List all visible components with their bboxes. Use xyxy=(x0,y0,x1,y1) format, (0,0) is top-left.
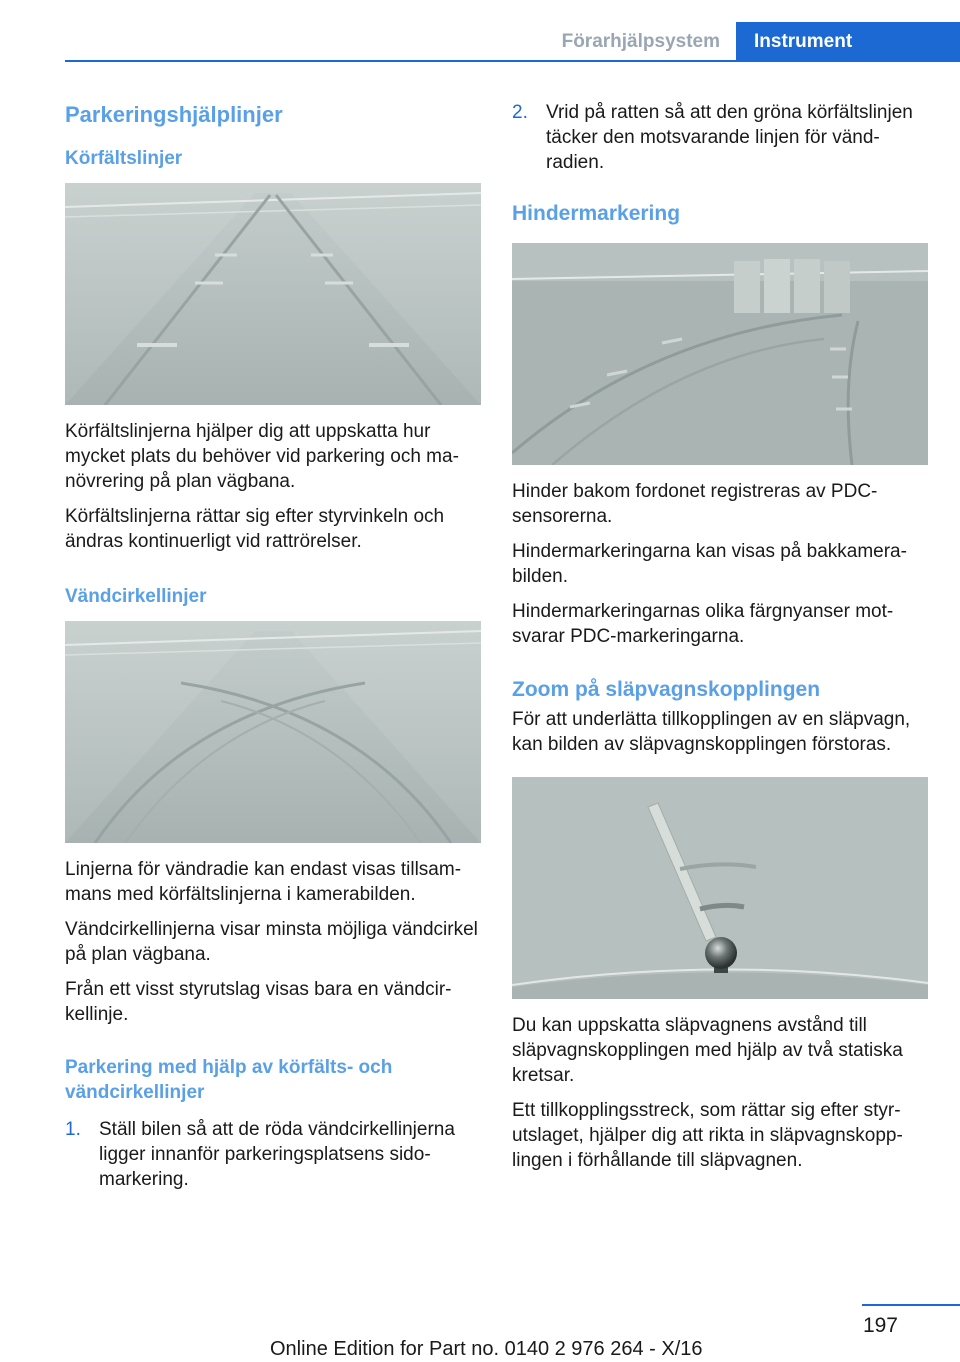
subheading-lane-lines: Körfältslinjer xyxy=(65,148,183,169)
paragraph-coupling-line: Ett tillkopplingsstreck, som rättar sig efter styrutslaget, hjälper dig att rikta in släpvagnskopplingen i förhållande till släpvagnen. xyxy=(512,1100,903,1171)
turning-circle-illustration xyxy=(65,621,481,843)
paragraph-single-turning-line: Från ett visst styrutslag visas bara en vändcirkellinje. xyxy=(65,979,452,1025)
figure-obstacle-marking xyxy=(512,243,928,465)
left-column xyxy=(65,100,481,1202)
parking-steps-list-continued xyxy=(512,100,928,175)
step-number: 2. xyxy=(512,102,528,123)
subheading-obstacle-marking: Hindermarkering xyxy=(512,202,681,225)
header-rule xyxy=(65,60,960,62)
step-number: 1. xyxy=(65,1119,81,1140)
obstacle-marking-illustration xyxy=(512,243,928,465)
list-item xyxy=(65,1117,481,1192)
section-title-parking-lines: Parkeringshjälplinjer xyxy=(65,102,283,127)
subheading-turning-circle-lines: Vändcirkellinjer xyxy=(65,586,207,607)
step-text: Vrid på ratten så att den gröna körfältslinjen täcker den motsvarande linjen för vändradien. xyxy=(546,102,913,173)
paragraph-obstacles-detected: Hinder bakom fordonet registreras av PDC-sensorerna. xyxy=(512,481,878,527)
right-column xyxy=(512,100,928,1183)
trailer-hitch-illustration xyxy=(512,777,928,999)
figure-trailer-hitch-zoom xyxy=(512,777,928,999)
figure-lane-lines xyxy=(65,183,481,405)
paragraph-turning-circle-minimum: Vändcirkellinjerna visar minsta möjliga vändcirkel på plan vägbana. xyxy=(65,919,478,965)
footer-rule xyxy=(862,1304,960,1306)
paragraph-lane-lines-steering: Körfältslinjerna rättar sig efter styrvinkeln och ändras kontinuerligt vid rattrörelser. xyxy=(65,506,445,552)
page-number: 197 xyxy=(862,1314,898,1337)
subheading-parking-with-lines: Parkering med hjälp av körfälts- och vändcirkellinjer xyxy=(65,1057,393,1103)
header-chapter: Instrument xyxy=(736,22,960,62)
section-title-trailer-hitch-zoom: Zoom på släpvagnskopplingen xyxy=(512,678,821,701)
lane-lines-illustration xyxy=(65,183,481,405)
list-item xyxy=(512,100,928,175)
parking-steps-list xyxy=(65,1117,481,1192)
paragraph-obstacle-markers-camera: Hindermarkeringarna kan visas på bakkamerabilden. xyxy=(512,541,907,587)
header-section: Förarhjälpsystem xyxy=(561,31,720,52)
step-text: Ställ bilen så att de röda vändcirkellinjerna ligger innanför parkeringsplatsens sidomarkering. xyxy=(99,1119,455,1190)
paragraph-obstacle-marker-colors: Hindermarkeringarnas olika färgnyanser motsvarar PDC-markeringarna. xyxy=(512,601,894,647)
page-header xyxy=(65,22,960,62)
paragraph-trailer-distance: Du kan uppskatta släpvagnens avstånd till släpvagnskopplingen med hjälp av två statiska kretsar. xyxy=(512,1015,903,1086)
paragraph-trailer-hitch-zoom-purpose: För att underlätta tillkopplingen av en släpvagn, kan bilden av släpvagnskopplingen förstoras. xyxy=(512,709,911,755)
paragraph-turning-radius-visibility: Linjerna för vändradie kan endast visas tillsammans med körfältslinjerna i kamerabilden. xyxy=(65,859,462,905)
figure-turning-circle-lines xyxy=(65,621,481,843)
edition-note: Online Edition for Part no. 0140 2 976 264 - X/16 xyxy=(270,1338,703,1360)
paragraph-lane-lines-purpose: Körfältslinjerna hjälper dig att uppskatta hur mycket plats du behöver vid parkering och manövrering på plan vägbana. xyxy=(65,421,459,492)
